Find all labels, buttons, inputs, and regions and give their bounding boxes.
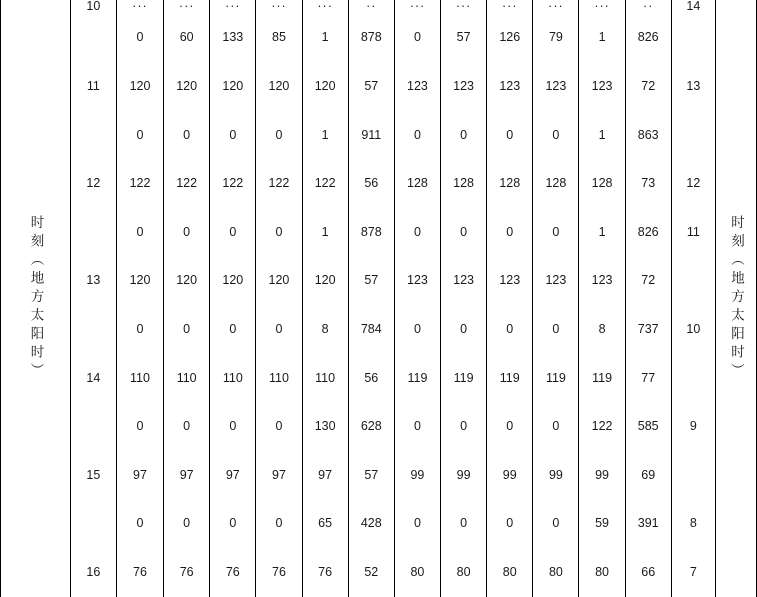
cell: 128 bbox=[579, 160, 625, 209]
cell: 120 bbox=[302, 63, 348, 112]
hour-right-8: 8 bbox=[671, 500, 715, 549]
cell: 128 bbox=[533, 160, 579, 209]
cell: 0 bbox=[116, 403, 163, 452]
hour-right-9: 9 bbox=[671, 403, 715, 452]
cell: 130 bbox=[302, 403, 348, 452]
cell: 0 bbox=[487, 500, 533, 549]
cell-clip: ··· bbox=[487, 0, 533, 14]
cell: 123 bbox=[579, 257, 625, 306]
cell: 0 bbox=[441, 111, 487, 160]
cell: 99 bbox=[533, 451, 579, 500]
cell-clip: ··· bbox=[210, 0, 256, 14]
hour-right-13: 13 bbox=[671, 63, 715, 112]
cell: 0 bbox=[487, 208, 533, 257]
cell: 0 bbox=[441, 500, 487, 549]
cell: 122 bbox=[256, 160, 302, 209]
cell: 123 bbox=[441, 63, 487, 112]
cell-clip: ··· bbox=[302, 0, 348, 14]
cell: 878 bbox=[348, 208, 394, 257]
cell: 65 bbox=[302, 500, 348, 549]
cell-clip: ·· bbox=[625, 0, 671, 14]
cell: 1 bbox=[302, 111, 348, 160]
cell: 123 bbox=[441, 257, 487, 306]
cell: 120 bbox=[256, 63, 302, 112]
cell: 60 bbox=[164, 14, 210, 63]
hour-right-7: 7 bbox=[671, 549, 715, 597]
cell: 0 bbox=[533, 306, 579, 355]
cell: 0 bbox=[441, 403, 487, 452]
hour-right-10: 10 bbox=[671, 306, 715, 355]
cell: 737 bbox=[625, 306, 671, 355]
cell: 76 bbox=[302, 549, 348, 597]
cell: 0 bbox=[116, 306, 163, 355]
cell: 72 bbox=[625, 257, 671, 306]
cell: 76 bbox=[116, 549, 163, 597]
cell: 0 bbox=[394, 500, 440, 549]
cell: 0 bbox=[256, 403, 302, 452]
cell: 8 bbox=[579, 306, 625, 355]
cell: 110 bbox=[256, 354, 302, 403]
cell: 72 bbox=[625, 63, 671, 112]
cell: 123 bbox=[487, 257, 533, 306]
hour-right-14: 14 bbox=[671, 0, 715, 14]
cell: 123 bbox=[533, 63, 579, 112]
cell: 99 bbox=[487, 451, 533, 500]
cell: 0 bbox=[394, 14, 440, 63]
cell: 120 bbox=[116, 257, 163, 306]
cell: 85 bbox=[256, 14, 302, 63]
hour-cell bbox=[70, 208, 116, 257]
cell: 80 bbox=[441, 549, 487, 597]
cell: 826 bbox=[625, 208, 671, 257]
cell: 120 bbox=[210, 63, 256, 112]
hour-right-12: 12 bbox=[671, 160, 715, 209]
cell: 110 bbox=[210, 354, 256, 403]
cell: 120 bbox=[164, 63, 210, 112]
hour-cell bbox=[671, 257, 715, 306]
hour-cell bbox=[70, 500, 116, 549]
cell: 97 bbox=[210, 451, 256, 500]
cell: 69 bbox=[625, 451, 671, 500]
cell: 120 bbox=[302, 257, 348, 306]
cell: 80 bbox=[579, 549, 625, 597]
cell: 0 bbox=[533, 208, 579, 257]
cell: 0 bbox=[394, 306, 440, 355]
cell: 119 bbox=[533, 354, 579, 403]
cell: 0 bbox=[116, 111, 163, 160]
cell: 128 bbox=[441, 160, 487, 209]
cell: 0 bbox=[210, 208, 256, 257]
hour-cell bbox=[70, 306, 116, 355]
cell: 0 bbox=[533, 111, 579, 160]
cell: 120 bbox=[210, 257, 256, 306]
cell: 120 bbox=[116, 63, 163, 112]
cell: 0 bbox=[164, 208, 210, 257]
table-row bbox=[1, 160, 757, 209]
cell: 123 bbox=[533, 257, 579, 306]
table-row bbox=[1, 63, 757, 112]
cell: 126 bbox=[487, 14, 533, 63]
table-row bbox=[1, 306, 757, 355]
table-row bbox=[1, 451, 757, 500]
cell: 79 bbox=[533, 14, 579, 63]
cell: 99 bbox=[579, 451, 625, 500]
cell-clip: ··· bbox=[441, 0, 487, 14]
cell-clip: ··· bbox=[394, 0, 440, 14]
cell: 628 bbox=[348, 403, 394, 452]
cell: 76 bbox=[210, 549, 256, 597]
cell: 0 bbox=[164, 500, 210, 549]
table-row bbox=[1, 208, 757, 257]
cell: 128 bbox=[487, 160, 533, 209]
cell: 0 bbox=[256, 306, 302, 355]
cell: 0 bbox=[210, 403, 256, 452]
cell: 73 bbox=[625, 160, 671, 209]
cell: 0 bbox=[487, 111, 533, 160]
cell: 122 bbox=[116, 160, 163, 209]
cell: 0 bbox=[164, 111, 210, 160]
cell: 911 bbox=[348, 111, 394, 160]
cell: 0 bbox=[256, 111, 302, 160]
right-header-cell bbox=[715, 0, 756, 597]
cell-clip: ··· bbox=[164, 0, 210, 14]
table-row bbox=[1, 14, 757, 63]
right-header-label: 时刻（地方太阳时） bbox=[729, 215, 745, 382]
cell: 1 bbox=[579, 111, 625, 160]
cell: 120 bbox=[164, 257, 210, 306]
cell: 80 bbox=[533, 549, 579, 597]
hour-cell bbox=[70, 111, 116, 160]
cell: 120 bbox=[256, 257, 302, 306]
cell: 97 bbox=[116, 451, 163, 500]
cell: 119 bbox=[579, 354, 625, 403]
cell: 119 bbox=[487, 354, 533, 403]
hour-cell bbox=[671, 14, 715, 63]
cell: 56 bbox=[348, 354, 394, 403]
cell: 0 bbox=[210, 111, 256, 160]
cell: 97 bbox=[302, 451, 348, 500]
cell: 0 bbox=[116, 14, 163, 63]
cell: 99 bbox=[441, 451, 487, 500]
cell: 826 bbox=[625, 14, 671, 63]
hour-cell bbox=[671, 111, 715, 160]
hour-left-15: 15 bbox=[70, 451, 116, 500]
cell: 0 bbox=[210, 306, 256, 355]
cell: 0 bbox=[394, 403, 440, 452]
left-header-label: 时刻（地方太阳时） bbox=[28, 215, 44, 382]
cell: 123 bbox=[394, 63, 440, 112]
hour-left-16: 16 bbox=[70, 549, 116, 597]
cell: 1 bbox=[579, 208, 625, 257]
cell: 122 bbox=[164, 160, 210, 209]
cell: 0 bbox=[441, 208, 487, 257]
cell: 878 bbox=[348, 14, 394, 63]
cell: 0 bbox=[116, 208, 163, 257]
cell: 0 bbox=[533, 500, 579, 549]
cell: 80 bbox=[394, 549, 440, 597]
left-header-cell bbox=[1, 0, 71, 597]
cell: 0 bbox=[164, 306, 210, 355]
hour-cell bbox=[70, 14, 116, 63]
cell: 0 bbox=[256, 208, 302, 257]
cell: 0 bbox=[441, 306, 487, 355]
table-row bbox=[1, 500, 757, 549]
hour-cell bbox=[671, 354, 715, 403]
cell: 0 bbox=[487, 306, 533, 355]
cell: 57 bbox=[348, 451, 394, 500]
cell: 863 bbox=[625, 111, 671, 160]
cell: 0 bbox=[116, 500, 163, 549]
cell: 77 bbox=[625, 354, 671, 403]
hour-left-10: 10 bbox=[70, 0, 116, 14]
cell: 66 bbox=[625, 549, 671, 597]
cell: 8 bbox=[302, 306, 348, 355]
table-row bbox=[1, 111, 757, 160]
cell: 585 bbox=[625, 403, 671, 452]
cell: 110 bbox=[164, 354, 210, 403]
cell: 0 bbox=[256, 500, 302, 549]
table-row bbox=[1, 0, 757, 14]
cell: 59 bbox=[579, 500, 625, 549]
cell: 1 bbox=[302, 208, 348, 257]
cell: 0 bbox=[164, 403, 210, 452]
cell: 0 bbox=[487, 403, 533, 452]
cell: 99 bbox=[394, 451, 440, 500]
hour-left-13: 13 bbox=[70, 257, 116, 306]
cell: 110 bbox=[302, 354, 348, 403]
cell: 128 bbox=[394, 160, 440, 209]
cell-clip: ··· bbox=[533, 0, 579, 14]
cell: 57 bbox=[441, 14, 487, 63]
cell: 57 bbox=[348, 63, 394, 112]
cell: 56 bbox=[348, 160, 394, 209]
cell-clip: ·· bbox=[348, 0, 394, 14]
hour-left-12: 12 bbox=[70, 160, 116, 209]
cell: 119 bbox=[441, 354, 487, 403]
cell: 0 bbox=[394, 208, 440, 257]
cell: 76 bbox=[164, 549, 210, 597]
cell-clip: ··· bbox=[116, 0, 163, 14]
cell: 76 bbox=[256, 549, 302, 597]
cell: 784 bbox=[348, 306, 394, 355]
cell: 428 bbox=[348, 500, 394, 549]
table-row bbox=[1, 549, 757, 597]
cell: 0 bbox=[210, 500, 256, 549]
hour-right-11: 11 bbox=[671, 208, 715, 257]
table-row bbox=[1, 403, 757, 452]
cell: 123 bbox=[487, 63, 533, 112]
cell: 391 bbox=[625, 500, 671, 549]
cell: 123 bbox=[579, 63, 625, 112]
cell: 110 bbox=[116, 354, 163, 403]
hour-left-11: 11 bbox=[70, 63, 116, 112]
cell: 1 bbox=[579, 14, 625, 63]
cell: 1 bbox=[302, 14, 348, 63]
hour-cell bbox=[671, 451, 715, 500]
cell: 133 bbox=[210, 14, 256, 63]
cell: 57 bbox=[348, 257, 394, 306]
cell: 97 bbox=[256, 451, 302, 500]
table-row bbox=[1, 257, 757, 306]
cell: 80 bbox=[487, 549, 533, 597]
cell: 123 bbox=[394, 257, 440, 306]
cell: 97 bbox=[164, 451, 210, 500]
cell: 122 bbox=[210, 160, 256, 209]
cell: 119 bbox=[394, 354, 440, 403]
hour-left-14: 14 bbox=[70, 354, 116, 403]
hour-cell bbox=[70, 403, 116, 452]
cell: 52 bbox=[348, 549, 394, 597]
cell: 0 bbox=[533, 403, 579, 452]
cell: 122 bbox=[302, 160, 348, 209]
cell: 122 bbox=[579, 403, 625, 452]
table-row bbox=[1, 354, 757, 403]
cell: 0 bbox=[394, 111, 440, 160]
cell-clip: ··· bbox=[256, 0, 302, 14]
cell-clip: ··· bbox=[579, 0, 625, 14]
